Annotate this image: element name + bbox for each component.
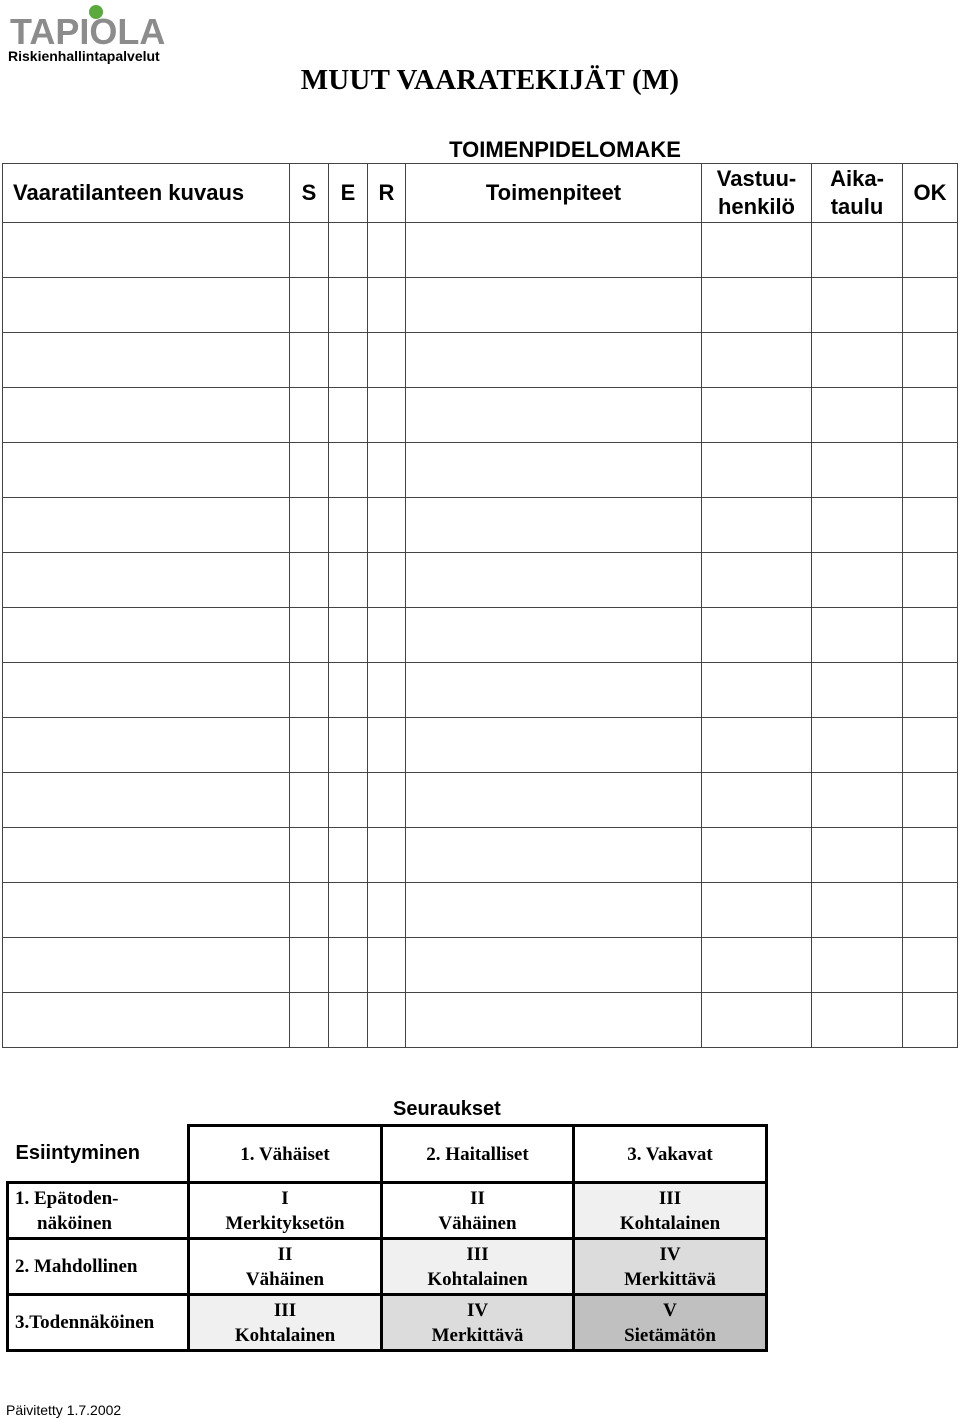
form-cell-e[interactable] bbox=[329, 388, 368, 443]
form-cell-e[interactable] bbox=[329, 223, 368, 278]
form-cell-r[interactable] bbox=[368, 443, 406, 498]
occurrence-level-1 bbox=[8, 1183, 189, 1239]
form-cell-schedule[interactable] bbox=[812, 223, 903, 278]
risk-matrix-header-row bbox=[8, 1126, 767, 1183]
form-cell-description[interactable] bbox=[3, 498, 290, 553]
form-cell-e[interactable] bbox=[329, 443, 368, 498]
form-cell-ok[interactable] bbox=[903, 608, 958, 663]
col-header-responsible-line2: henkilö bbox=[717, 194, 795, 219]
form-cell-s[interactable] bbox=[290, 663, 329, 718]
risk-text: Merkittävä bbox=[624, 1268, 716, 1290]
risk-numeral: IV bbox=[659, 1243, 681, 1265]
form-cell-measures[interactable] bbox=[406, 828, 702, 883]
form-cell-e[interactable] bbox=[329, 498, 368, 553]
form-cell-s[interactable] bbox=[290, 773, 329, 828]
form-cell-e[interactable] bbox=[329, 333, 368, 388]
form-row bbox=[3, 828, 958, 883]
form-cell-description[interactable] bbox=[3, 608, 290, 663]
page-title: MUUT VAARATEKIJÄT (M) bbox=[300, 64, 680, 96]
risk-numeral: III bbox=[273, 1299, 297, 1321]
form-cell-description[interactable] bbox=[3, 223, 290, 278]
form-cell-description[interactable] bbox=[3, 828, 290, 883]
form-cell-r[interactable] bbox=[368, 773, 406, 828]
form-cell-description[interactable] bbox=[3, 938, 290, 993]
risk-row-3 bbox=[8, 1295, 767, 1351]
form-cell-ok[interactable] bbox=[903, 883, 958, 938]
form-cell-s[interactable] bbox=[290, 333, 329, 388]
form-cell-schedule[interactable] bbox=[812, 498, 903, 553]
risk-cell bbox=[382, 1295, 574, 1351]
form-cell-s[interactable] bbox=[290, 608, 329, 663]
form-cell-ok[interactable] bbox=[903, 498, 958, 553]
form-cell-measures[interactable] bbox=[406, 718, 702, 773]
risk-row-2 bbox=[8, 1239, 767, 1295]
col-header-schedule bbox=[812, 164, 903, 223]
form-row bbox=[3, 498, 958, 553]
col-header-r: R bbox=[368, 164, 406, 223]
logo-subtitle: Riskienhallintapalvelut bbox=[8, 48, 160, 64]
form-cell-r[interactable] bbox=[368, 938, 406, 993]
risk-cell bbox=[189, 1183, 382, 1239]
form-cell-description[interactable] bbox=[3, 388, 290, 443]
form-cell-measures[interactable] bbox=[406, 938, 702, 993]
occurrence-level-3: 3.Todennäköinen bbox=[8, 1295, 189, 1351]
form-cell-e[interactable] bbox=[329, 883, 368, 938]
form-cell-measures[interactable] bbox=[406, 883, 702, 938]
form-cell-ok[interactable] bbox=[903, 773, 958, 828]
form-cell-responsible[interactable] bbox=[702, 608, 812, 663]
form-cell-measures[interactable] bbox=[406, 993, 702, 1048]
form-cell-responsible[interactable] bbox=[702, 333, 812, 388]
form-cell-description[interactable] bbox=[3, 553, 290, 608]
risk-text: Kohtalainen bbox=[427, 1268, 528, 1290]
form-cell-e[interactable] bbox=[329, 663, 368, 718]
form-row bbox=[3, 333, 958, 388]
risk-numeral: I bbox=[281, 1187, 289, 1209]
consequence-level-1: 1. Vähäiset bbox=[189, 1126, 382, 1183]
form-cell-s[interactable] bbox=[290, 883, 329, 938]
form-cell-description[interactable] bbox=[3, 443, 290, 498]
tapiola-logo-icon bbox=[10, 2, 170, 48]
form-cell-s[interactable] bbox=[290, 993, 329, 1048]
risk-text: Merkityksetön bbox=[225, 1212, 345, 1234]
form-cell-s[interactable] bbox=[290, 718, 329, 773]
form-cell-description[interactable] bbox=[3, 718, 290, 773]
form-cell-e[interactable] bbox=[329, 608, 368, 663]
form-cell-description[interactable] bbox=[3, 883, 290, 938]
form-row bbox=[3, 773, 958, 828]
form-cell-measures[interactable] bbox=[406, 773, 702, 828]
form-cell-schedule[interactable] bbox=[812, 388, 903, 443]
form-cell-schedule[interactable] bbox=[812, 553, 903, 608]
occurrence-level-2: 2. Mahdollinen bbox=[8, 1239, 189, 1295]
form-cell-ok[interactable] bbox=[903, 443, 958, 498]
form-cell-responsible[interactable] bbox=[702, 993, 812, 1048]
col-header-schedule-line1: Aika- bbox=[830, 166, 884, 191]
form-cell-r[interactable] bbox=[368, 278, 406, 333]
form-cell-responsible[interactable] bbox=[702, 718, 812, 773]
form-cell-s[interactable] bbox=[290, 553, 329, 608]
form-row bbox=[3, 223, 958, 278]
form-cell-schedule[interactable] bbox=[812, 883, 903, 938]
form-cell-r[interactable] bbox=[368, 828, 406, 883]
form-cell-s[interactable] bbox=[290, 938, 329, 993]
form-cell-r[interactable] bbox=[368, 718, 406, 773]
form-cell-schedule[interactable] bbox=[812, 278, 903, 333]
form-cell-ok[interactable] bbox=[903, 828, 958, 883]
form-cell-r[interactable] bbox=[368, 223, 406, 278]
form-cell-description[interactable] bbox=[3, 773, 290, 828]
form-cell-responsible[interactable] bbox=[702, 663, 812, 718]
risk-cell bbox=[574, 1183, 767, 1239]
col-header-responsible-line1: Vastuu- bbox=[716, 166, 797, 191]
risk-numeral: III bbox=[658, 1187, 682, 1209]
form-cell-ok[interactable] bbox=[903, 553, 958, 608]
form-cell-s[interactable] bbox=[290, 443, 329, 498]
form-cell-schedule[interactable] bbox=[812, 443, 903, 498]
risk-numeral: IV bbox=[466, 1299, 489, 1321]
form-row bbox=[3, 938, 958, 993]
form-cell-measures[interactable] bbox=[406, 553, 702, 608]
form-cell-s[interactable] bbox=[290, 828, 329, 883]
form-cell-description[interactable] bbox=[3, 993, 290, 1048]
form-cell-measures[interactable] bbox=[406, 443, 702, 498]
risk-text: Kohtalainen bbox=[619, 1212, 721, 1234]
company-logo bbox=[8, 2, 168, 66]
form-row bbox=[3, 993, 958, 1048]
consequence-level-3: 3. Vakavat bbox=[574, 1126, 767, 1183]
form-cell-description[interactable] bbox=[3, 278, 290, 333]
col-header-e: E bbox=[329, 164, 368, 223]
form-cell-responsible[interactable] bbox=[702, 498, 812, 553]
form-cell-ok[interactable] bbox=[903, 223, 958, 278]
action-form-table bbox=[2, 131, 958, 1048]
form-cell-s[interactable] bbox=[290, 223, 329, 278]
form-cell-r[interactable] bbox=[368, 553, 406, 608]
risk-numeral: V bbox=[663, 1299, 677, 1321]
form-cell-measures[interactable] bbox=[406, 333, 702, 388]
form-cell-responsible[interactable] bbox=[702, 938, 812, 993]
form-cell-ok[interactable] bbox=[903, 993, 958, 1048]
form-cell-ok[interactable] bbox=[903, 388, 958, 443]
form-cell-e[interactable] bbox=[329, 773, 368, 828]
form-cell-ok[interactable] bbox=[903, 278, 958, 333]
form-cell-responsible[interactable] bbox=[702, 883, 812, 938]
form-row bbox=[3, 608, 958, 663]
occurrence-level-1-line1: 1. Epätoden- bbox=[15, 1187, 119, 1209]
occurrence-level-1-line2: näköinen bbox=[37, 1212, 112, 1234]
consequences-label: Seuraukset bbox=[393, 1098, 501, 1120]
form-cell-e[interactable] bbox=[329, 718, 368, 773]
form-cell-description[interactable] bbox=[3, 663, 290, 718]
col-header-schedule-line2: taulu bbox=[830, 194, 884, 219]
form-cell-e[interactable] bbox=[329, 993, 368, 1048]
form-cell-schedule[interactable] bbox=[812, 663, 903, 718]
form-cell-schedule[interactable] bbox=[812, 993, 903, 1048]
form-body bbox=[3, 223, 958, 1048]
form-cell-schedule[interactable] bbox=[812, 773, 903, 828]
form-cell-measures[interactable] bbox=[406, 498, 702, 553]
form-cell-measures[interactable] bbox=[406, 223, 702, 278]
form-cell-e[interactable] bbox=[329, 938, 368, 993]
form-cell-e[interactable] bbox=[329, 553, 368, 608]
risk-numeral: III bbox=[466, 1243, 489, 1265]
form-cell-schedule[interactable] bbox=[812, 718, 903, 773]
form-cell-r[interactable] bbox=[368, 333, 406, 388]
form-subtitle: TOIMENPIDELOMAKE bbox=[449, 137, 681, 162]
form-cell-responsible[interactable] bbox=[702, 388, 812, 443]
col-header-ok: OK bbox=[903, 164, 958, 223]
form-cell-responsible[interactable] bbox=[702, 553, 812, 608]
form-cell-schedule[interactable] bbox=[812, 333, 903, 388]
form-cell-responsible[interactable] bbox=[702, 223, 812, 278]
risk-numeral: II bbox=[470, 1187, 485, 1209]
form-cell-e[interactable] bbox=[329, 278, 368, 333]
form-cell-schedule[interactable] bbox=[812, 828, 903, 883]
form-cell-s[interactable] bbox=[290, 388, 329, 443]
col-header-measures: Toimenpiteet bbox=[406, 164, 702, 223]
form-cell-measures[interactable] bbox=[406, 608, 702, 663]
form-row bbox=[3, 388, 958, 443]
occurrence-label: Esiintyminen bbox=[15, 1141, 140, 1164]
risk-text: Kohtalainen bbox=[234, 1324, 336, 1346]
form-cell-measures[interactable] bbox=[406, 388, 702, 443]
form-subtitle-row bbox=[3, 131, 958, 164]
form-cell-r[interactable] bbox=[368, 883, 406, 938]
risk-text: Vähäinen bbox=[245, 1268, 325, 1290]
form-cell-measures[interactable] bbox=[406, 278, 702, 333]
col-header-description: Vaaratilanteen kuvaus bbox=[3, 164, 290, 223]
risk-matrix-table bbox=[6, 1124, 768, 1352]
risk-numeral: II bbox=[277, 1243, 293, 1265]
form-cell-ok[interactable] bbox=[903, 938, 958, 993]
form-cell-responsible[interactable] bbox=[702, 828, 812, 883]
form-row bbox=[3, 553, 958, 608]
risk-cell bbox=[382, 1183, 574, 1239]
col-header-responsible bbox=[702, 164, 812, 223]
form-row bbox=[3, 883, 958, 938]
form-cell-r[interactable] bbox=[368, 498, 406, 553]
consequence-level-2: 2. Haitalliset bbox=[382, 1126, 574, 1183]
form-cell-responsible[interactable] bbox=[702, 773, 812, 828]
risk-cell bbox=[574, 1295, 767, 1351]
risk-cell bbox=[189, 1295, 382, 1351]
form-cell-s[interactable] bbox=[290, 278, 329, 333]
risk-text: Sietämätön bbox=[624, 1324, 716, 1346]
updated-date: Päivitetty 1.7.2002 bbox=[6, 1402, 122, 1418]
form-row bbox=[3, 443, 958, 498]
risk-text: Vähäinen bbox=[438, 1212, 517, 1234]
logo-wordmark: TAPIOLA bbox=[10, 11, 166, 48]
form-row bbox=[3, 718, 958, 773]
risk-cell bbox=[189, 1239, 382, 1295]
form-cell-responsible[interactable] bbox=[702, 443, 812, 498]
form-cell-r[interactable] bbox=[368, 663, 406, 718]
form-cell-r[interactable] bbox=[368, 388, 406, 443]
form-cell-schedule[interactable] bbox=[812, 938, 903, 993]
form-cell-s[interactable] bbox=[290, 498, 329, 553]
form-cell-r[interactable] bbox=[368, 993, 406, 1048]
form-cell-measures[interactable] bbox=[406, 663, 702, 718]
form-cell-ok[interactable] bbox=[903, 333, 958, 388]
form-cell-ok[interactable] bbox=[903, 663, 958, 718]
form-cell-r[interactable] bbox=[368, 608, 406, 663]
form-cell-e[interactable] bbox=[329, 828, 368, 883]
risk-text: Merkittävä bbox=[431, 1324, 524, 1346]
form-cell-description[interactable] bbox=[3, 333, 290, 388]
form-row bbox=[3, 663, 958, 718]
form-row bbox=[3, 278, 958, 333]
form-cell-ok[interactable] bbox=[903, 718, 958, 773]
risk-row-1 bbox=[8, 1183, 767, 1239]
risk-cell bbox=[574, 1239, 767, 1295]
form-cell-schedule[interactable] bbox=[812, 608, 903, 663]
form-cell-responsible[interactable] bbox=[702, 278, 812, 333]
form-header-row bbox=[3, 164, 958, 223]
col-header-s: S bbox=[290, 164, 329, 223]
risk-cell bbox=[382, 1239, 574, 1295]
